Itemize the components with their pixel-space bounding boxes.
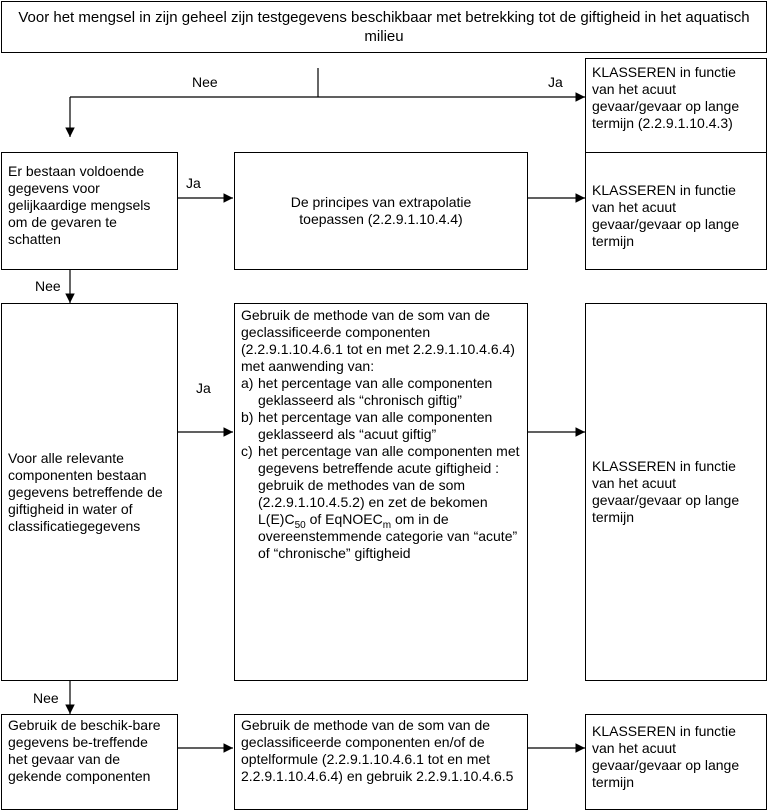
row3-item-c-part1: het percentage van alle componenten met gegevens betreffende acute giftigheid : gebruik de methodes van de som (2.2.9.1.10.4.5.2) en zet de bekomen L(E)C	[258, 443, 520, 527]
top-question-text: Voor het mengsel in zijn geheel zijn testgegevens beschikbaar met betrekking tot de giftigheid in het aquatisch milieu	[18, 9, 750, 45]
row1-result-box	[585, 58, 767, 156]
row4-question-text: Gebruik de beschik-bare gegevens be-treffende het gevaar van de gekende componenten	[8, 717, 161, 784]
row3-item-c-sub2: m	[382, 519, 392, 531]
row3-question-text: Voor alle relevante componenten bestaan gegevens betreffende de giftigheid in water of classificatiegegevens	[8, 449, 163, 534]
row2-question-box	[1, 152, 178, 270]
row3-item-b	[241, 409, 523, 443]
row3-item-c-part2: of EqNOEC	[305, 511, 383, 527]
row2-action-box	[234, 152, 528, 270]
row3-item-c-sub1: 50	[294, 519, 306, 531]
row3-result-text: KLASSEREN in functie van het acuut gevaar/gevaar op lange termijn	[592, 458, 740, 525]
row2-action-text: De principes van extrapolatie toepassen (2.2.9.1.10.4.4)	[290, 194, 472, 227]
label-nee-row2: Nee	[35, 278, 61, 294]
label-nee-row3: Nee	[33, 690, 59, 706]
label-ja-top: Ja	[548, 74, 563, 90]
row3-item-b-marker: b)	[241, 409, 254, 425]
row2-result-box	[585, 152, 767, 270]
label-ja-row3: Ja	[196, 380, 211, 396]
row3-question-box	[1, 303, 178, 681]
row4-result-text: KLASSEREN in functie van het acuut gevaar/gevaar op lange termijn	[592, 723, 740, 790]
row4-action-box	[234, 714, 528, 810]
row3-item-c	[241, 443, 523, 562]
row4-question-box	[1, 714, 178, 810]
row3-item-a	[241, 375, 523, 409]
row3-action-list	[241, 375, 523, 562]
row3-item-c-marker: c)	[241, 443, 253, 459]
row3-action-intro: Gebruik de methode van de som van de geclassificeerde componenten (2.2.9.1.10.4.6.1 tot en met 2.2.9.1.10.4.6.4) met aanwending van:	[241, 307, 515, 374]
row2-question-text: Er bestaan voldoende gegevens voor gelijkaardige mengsels om de gevaren te schatten	[8, 163, 151, 247]
top-question-box	[1, 1, 767, 53]
row1-result-text: KLASSEREN in functie van het acuut gevaar/gevaar op lange termijn (2.2.9.1.10.4.3)	[592, 64, 740, 131]
row2-result-text: KLASSEREN in functie van het acuut gevaar/gevaar op lange termijn	[592, 182, 740, 249]
row4-action-text: Gebruik de methode van de som van de geclassificeerde componenten en/of de optelformule (2.2.9.1.10.4.6.1 tot en met 2.2.9.1.10.4.6.4) en gebruik 2.2.9.1.10.4.6.5	[241, 717, 514, 784]
label-ja-row2: Ja	[186, 175, 201, 191]
row3-item-a-text: het percentage van alle componenten geklasseerd als “chronisch giftig”	[258, 375, 493, 408]
row3-item-a-marker: a)	[241, 375, 254, 391]
row3-item-b-text: het percentage van alle componenten geklasseerd als “acuut giftig”	[258, 409, 493, 442]
row3-result-box	[585, 303, 767, 681]
row4-result-box	[585, 714, 767, 810]
row3-item-c-text	[258, 443, 520, 561]
label-nee-top: Nee	[192, 74, 218, 90]
row3-item-c-part3: om in de overeenstemmende categorie van “acute” of “chronische” giftigheid	[258, 511, 518, 561]
row3-action-box	[234, 303, 528, 681]
